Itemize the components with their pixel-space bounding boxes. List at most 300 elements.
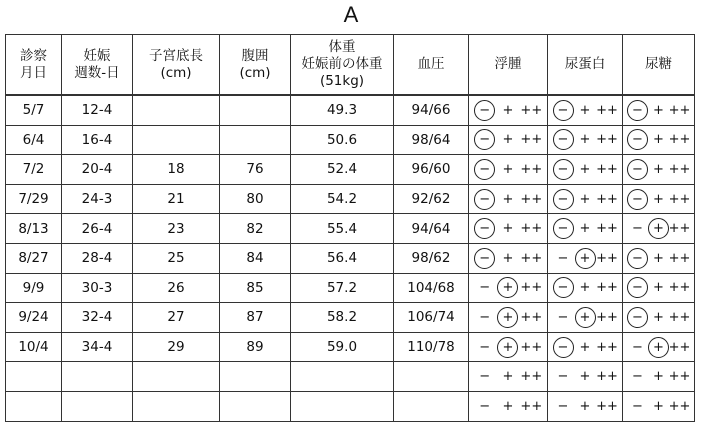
weight-cell: 55.4 [291, 214, 394, 244]
header-line: 尿糖 [645, 56, 672, 72]
circled-symbol [627, 129, 648, 150]
header-line: 体重 [328, 39, 356, 55]
abdomen-cell [220, 95, 291, 125]
circled-symbol [627, 307, 648, 328]
symbol [597, 100, 618, 121]
bp-cell: 92/62 [394, 184, 469, 214]
symbol-text: − [479, 221, 491, 237]
symbol-text: − [479, 132, 491, 148]
fundus-cell: 26 [133, 273, 220, 303]
week-cell: 32-4 [62, 303, 133, 333]
symbol-text: − [632, 191, 643, 207]
symbol [474, 307, 495, 328]
bp-cell: 110/78 [394, 332, 469, 362]
result-scale [623, 126, 694, 155]
header-edema [469, 35, 548, 96]
symbol [521, 248, 542, 269]
symbol-text: + [502, 339, 514, 355]
protein-cell [548, 362, 623, 392]
symbol-text: + [579, 339, 591, 355]
circled-symbol [553, 337, 574, 358]
symbol-text: + [502, 369, 514, 385]
week-cell: 34-4 [62, 332, 133, 362]
date-cell [6, 391, 62, 421]
fundus-cell [133, 362, 220, 392]
symbol-text: ++ [520, 221, 543, 237]
edema-cell [469, 332, 548, 362]
table-row [6, 273, 695, 303]
symbol-text: ++ [520, 161, 543, 177]
symbol-text: + [579, 369, 591, 385]
header-bp [394, 35, 469, 96]
symbol-text: + [502, 398, 514, 414]
symbol-text: ++ [668, 309, 691, 325]
fundus-cell: 21 [133, 184, 220, 214]
symbol-text: ++ [520, 309, 543, 325]
symbol [521, 337, 542, 358]
symbol [669, 159, 690, 180]
week-cell: 24-3 [62, 184, 133, 214]
result-scale [623, 214, 694, 243]
table-row [6, 362, 695, 392]
header-line: 妊娠前の体重 [301, 56, 383, 72]
result-scale [469, 244, 547, 273]
symbol [575, 337, 596, 358]
result-scale [548, 303, 622, 332]
result-scale [623, 362, 694, 391]
symbol-text: + [579, 102, 591, 118]
symbol [669, 189, 690, 210]
page-title: A [343, 2, 359, 27]
symbol [575, 218, 596, 239]
bp-cell: 94/66 [394, 95, 469, 125]
result-scale [623, 333, 694, 362]
circled-symbol [627, 159, 648, 180]
result-scale [469, 362, 547, 391]
symbol [575, 189, 596, 210]
symbol [648, 159, 669, 180]
symbol-text: + [502, 250, 514, 266]
week-cell: 12-4 [62, 95, 133, 125]
symbol [669, 277, 690, 298]
symbol-text: + [653, 161, 664, 177]
symbol-text: ++ [596, 369, 618, 385]
circled-symbol [575, 307, 596, 328]
header-line: 月日 [20, 64, 47, 81]
symbol-text: ++ [668, 161, 691, 177]
result-scale [548, 392, 622, 421]
symbol [575, 159, 596, 180]
symbol-text: ++ [596, 221, 618, 237]
symbol-text: ++ [668, 369, 691, 385]
symbol-text: − [479, 161, 491, 177]
symbol-text: ++ [596, 309, 618, 325]
symbol [597, 189, 618, 210]
symbol [575, 129, 596, 150]
symbol-text: + [653, 221, 664, 237]
result-scale [469, 274, 547, 303]
date-cell: 9/24 [6, 303, 62, 333]
symbol [627, 218, 648, 239]
symbol-text: + [502, 191, 514, 207]
symbol-text: ++ [668, 132, 691, 148]
circled-symbol [575, 248, 596, 269]
symbol-text: + [653, 191, 664, 207]
symbol [521, 189, 542, 210]
symbol-text: − [479, 398, 491, 414]
symbol-text: − [557, 309, 569, 325]
table-row [6, 332, 695, 362]
symbol-text: + [579, 280, 591, 296]
symbol-text: + [502, 161, 514, 177]
symbol-text: ++ [520, 280, 543, 296]
symbol-text: − [632, 102, 643, 118]
result-scale [623, 392, 694, 421]
sugar-cell [623, 184, 695, 214]
result-scale [548, 185, 622, 214]
abdomen-cell: 82 [220, 214, 291, 244]
header-weight [291, 35, 394, 96]
symbol [669, 366, 690, 387]
symbol-text: ++ [596, 191, 618, 207]
symbol [648, 277, 669, 298]
header-line: 浮腫 [494, 56, 522, 72]
symbol [497, 396, 518, 417]
header-line: 妊娠 [83, 47, 111, 64]
symbol [553, 396, 574, 417]
weight-cell: 57.2 [291, 273, 394, 303]
symbol [597, 218, 618, 239]
symbol-text: ++ [596, 250, 618, 266]
abdomen-cell [220, 362, 291, 392]
symbol [597, 337, 618, 358]
symbol [597, 277, 618, 298]
protein-cell [548, 391, 623, 421]
symbol [648, 366, 669, 387]
symbol-text: + [579, 221, 591, 237]
result-scale [469, 185, 547, 214]
symbol [497, 248, 518, 269]
header-line: 腹囲 [241, 47, 269, 64]
symbol [627, 396, 648, 417]
edema-cell [469, 155, 548, 185]
circled-symbol [474, 100, 495, 121]
abdomen-cell [220, 391, 291, 421]
date-cell: 7/2 [6, 155, 62, 185]
symbol [597, 396, 618, 417]
protein-cell [548, 332, 623, 362]
symbol-text: + [579, 309, 591, 325]
header-protein [548, 35, 623, 96]
fundus-cell: 23 [133, 214, 220, 244]
symbol-text: − [632, 309, 643, 325]
result-scale [469, 96, 547, 125]
result-scale [623, 96, 694, 125]
edema-cell [469, 243, 548, 273]
symbol-text: − [557, 191, 569, 207]
symbol [648, 129, 669, 150]
symbol-text: − [557, 369, 569, 385]
result-scale [548, 362, 622, 391]
sugar-cell [623, 155, 695, 185]
symbol-text: − [632, 132, 643, 148]
symbol-text: − [557, 221, 569, 237]
result-scale [548, 244, 622, 273]
table-row [6, 303, 695, 333]
symbol-text: − [557, 102, 569, 118]
symbol [521, 366, 542, 387]
bp-cell: 98/64 [394, 125, 469, 155]
symbol-text: ++ [668, 339, 691, 355]
symbol [648, 307, 669, 328]
edema-cell [469, 125, 548, 155]
edema-cell [469, 391, 548, 421]
symbol [669, 396, 690, 417]
symbol [575, 100, 596, 121]
circled-symbol [553, 218, 574, 239]
date-cell: 10/4 [6, 332, 62, 362]
symbol-text: + [579, 132, 591, 148]
fundus-cell: 29 [133, 332, 220, 362]
sugar-cell [623, 362, 695, 392]
symbol [474, 277, 495, 298]
symbol-text: + [653, 102, 664, 118]
edema-cell [469, 95, 548, 125]
fundus-cell [133, 391, 220, 421]
header-line: 尿蛋白 [564, 56, 606, 72]
abdomen-cell: 85 [220, 273, 291, 303]
date-cell: 9/9 [6, 273, 62, 303]
symbol [669, 307, 690, 328]
result-scale [548, 333, 622, 362]
protein-cell [548, 125, 623, 155]
symbol-text: + [579, 250, 591, 266]
protein-cell [548, 214, 623, 244]
header-line: (cm) [160, 64, 192, 81]
bp-cell [394, 391, 469, 421]
symbol-text: − [557, 132, 569, 148]
symbol-text: ++ [520, 398, 543, 414]
edema-cell [469, 184, 548, 214]
symbol-text: + [502, 309, 514, 325]
result-scale [623, 274, 694, 303]
fundus-cell: 27 [133, 303, 220, 333]
bp-cell: 94/64 [394, 214, 469, 244]
symbol-text: − [632, 250, 643, 266]
edema-cell [469, 273, 548, 303]
sugar-cell [623, 243, 695, 273]
symbol [648, 248, 669, 269]
symbol-text: ++ [520, 250, 543, 266]
result-scale [548, 274, 622, 303]
symbol [497, 366, 518, 387]
header-date [6, 35, 62, 96]
fundus-cell: 25 [133, 243, 220, 273]
symbol-text: − [479, 191, 491, 207]
symbol [521, 100, 542, 121]
symbol-text: + [653, 250, 664, 266]
circled-symbol [553, 100, 574, 121]
circled-symbol [627, 277, 648, 298]
symbol [669, 337, 690, 358]
edema-cell [469, 214, 548, 244]
symbol-text: − [632, 398, 643, 414]
date-cell: 6/4 [6, 125, 62, 155]
checkup-table [5, 34, 695, 422]
table-row [6, 243, 695, 273]
symbol [521, 396, 542, 417]
symbol-text: + [502, 221, 514, 237]
abdomen-cell [220, 125, 291, 155]
circled-symbol [474, 129, 495, 150]
result-scale [469, 392, 547, 421]
sugar-cell [623, 332, 695, 362]
header-sugar [623, 35, 695, 96]
symbol-text: − [479, 309, 491, 325]
symbol-text: + [653, 339, 664, 355]
weight-cell: 54.2 [291, 184, 394, 214]
symbol-text: − [557, 250, 569, 266]
week-cell: 16-4 [62, 125, 133, 155]
header-line: (cm) [239, 64, 271, 81]
week-cell: 30-3 [62, 273, 133, 303]
symbol-text: + [653, 280, 664, 296]
circled-symbol [474, 159, 495, 180]
symbol-text: ++ [668, 191, 691, 207]
symbol-text: − [632, 280, 643, 296]
symbol-text: ++ [668, 398, 691, 414]
circled-symbol [627, 189, 648, 210]
sugar-cell [623, 391, 695, 421]
symbol [597, 129, 618, 150]
result-scale [548, 96, 622, 125]
symbol-text: ++ [520, 191, 543, 207]
result-scale [548, 155, 622, 184]
symbol [497, 218, 518, 239]
edema-cell [469, 362, 548, 392]
bp-cell: 96/60 [394, 155, 469, 185]
weight-cell [291, 391, 394, 421]
circled-symbol [474, 218, 495, 239]
symbol [497, 129, 518, 150]
symbol [553, 366, 574, 387]
symbol-text: + [579, 161, 591, 177]
symbol [521, 277, 542, 298]
circled-symbol [553, 129, 574, 150]
symbol [597, 366, 618, 387]
result-scale [623, 155, 694, 184]
symbol-text: + [653, 369, 664, 385]
table-row [6, 184, 695, 214]
symbol [474, 366, 495, 387]
symbol-text: + [653, 132, 664, 148]
result-scale [469, 155, 547, 184]
table-row [6, 95, 695, 125]
symbol-text: − [479, 250, 491, 266]
symbol-text: − [557, 280, 569, 296]
fundus-cell: 18 [133, 155, 220, 185]
symbol [575, 277, 596, 298]
symbol-text: ++ [520, 369, 543, 385]
sugar-cell [623, 273, 695, 303]
symbol [474, 396, 495, 417]
weight-cell [291, 362, 394, 392]
abdomen-cell: 89 [220, 332, 291, 362]
protein-cell [548, 95, 623, 125]
header-row [6, 35, 695, 96]
symbol [553, 248, 574, 269]
circled-symbol [553, 159, 574, 180]
sugar-cell [623, 214, 695, 244]
symbol [497, 189, 518, 210]
symbol [553, 307, 574, 328]
header-line: 血圧 [417, 56, 445, 72]
symbol-text: − [557, 161, 569, 177]
weight-cell: 56.4 [291, 243, 394, 273]
bp-cell: 106/74 [394, 303, 469, 333]
symbol-text: ++ [520, 339, 543, 355]
symbol [521, 129, 542, 150]
weight-cell: 49.3 [291, 95, 394, 125]
symbol [474, 337, 495, 358]
symbol [521, 218, 542, 239]
header-fundus [133, 35, 220, 96]
date-cell: 5/7 [6, 95, 62, 125]
symbol [627, 337, 648, 358]
bp-cell: 104/68 [394, 273, 469, 303]
week-cell [62, 391, 133, 421]
abdomen-cell: 87 [220, 303, 291, 333]
symbol-text: + [502, 132, 514, 148]
symbol [669, 129, 690, 150]
abdomen-cell: 80 [220, 184, 291, 214]
symbol-text: ++ [596, 102, 618, 118]
date-cell: 8/13 [6, 214, 62, 244]
sugar-cell [623, 125, 695, 155]
circled-symbol [497, 307, 518, 328]
sugar-cell [623, 95, 695, 125]
circled-symbol [627, 248, 648, 269]
symbol [648, 189, 669, 210]
circled-symbol [497, 337, 518, 358]
result-scale [623, 303, 694, 332]
symbol [648, 396, 669, 417]
header-line: 週数-日 [74, 64, 120, 81]
symbol-text: ++ [596, 132, 618, 148]
fundus-cell [133, 95, 220, 125]
symbol-text: − [479, 102, 491, 118]
symbol [575, 396, 596, 417]
header-week [62, 35, 133, 96]
protein-cell [548, 184, 623, 214]
weight-cell: 58.2 [291, 303, 394, 333]
symbol [627, 366, 648, 387]
symbol [669, 100, 690, 121]
symbol-text: − [557, 339, 569, 355]
symbol [597, 307, 618, 328]
symbol-text: ++ [596, 339, 618, 355]
result-scale [469, 214, 547, 243]
symbol-text: ++ [520, 132, 543, 148]
protein-cell [548, 273, 623, 303]
symbol-text: + [502, 102, 514, 118]
header-line: (51kg) [319, 73, 365, 89]
date-cell: 7/29 [6, 184, 62, 214]
circled-symbol [648, 218, 669, 239]
symbol-text: + [579, 191, 591, 207]
protein-cell [548, 243, 623, 273]
week-cell: 28-4 [62, 243, 133, 273]
